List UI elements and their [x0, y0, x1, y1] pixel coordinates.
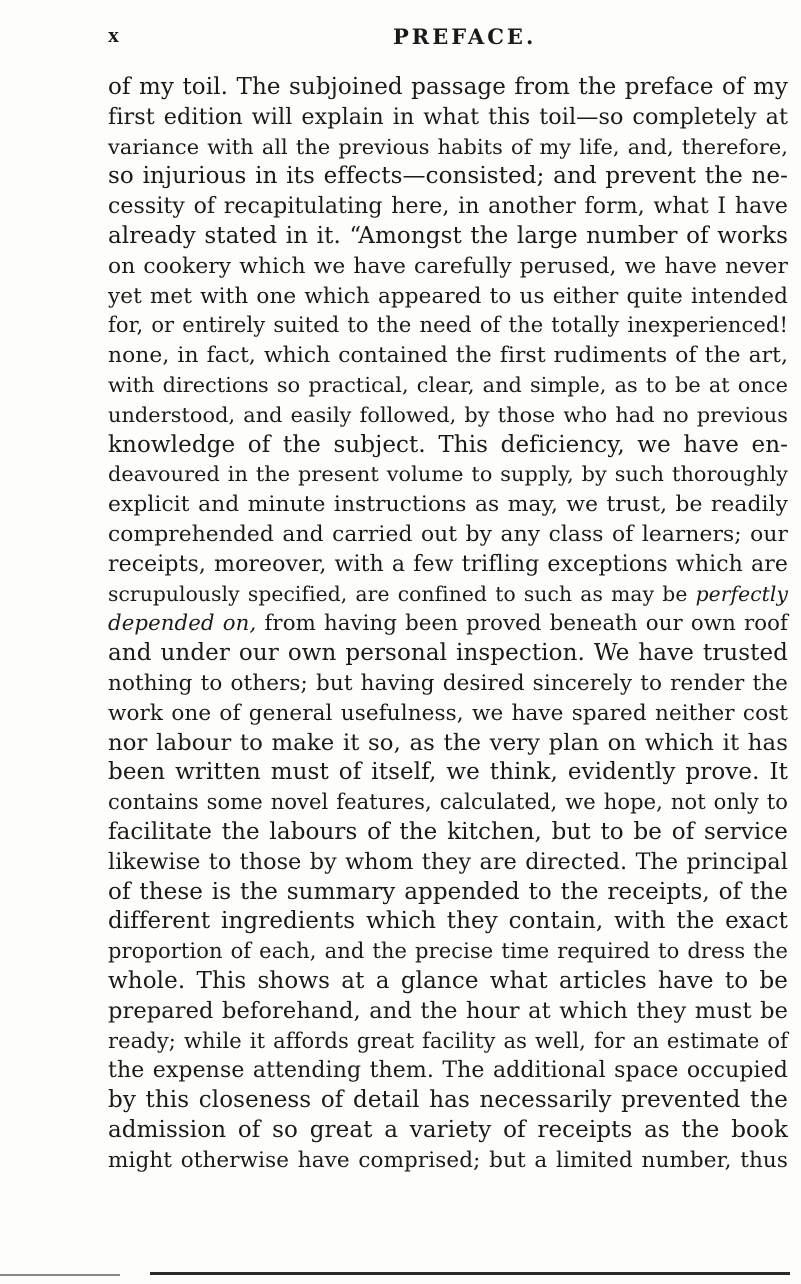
text-line [108, 609, 788, 639]
text-line [108, 1146, 788, 1176]
line-text: different ingredients which they contain, with the exact [108, 908, 788, 935]
line-text: with directions so practical, clear, and simple, as to be at once [108, 372, 788, 397]
line-text: likewise to those by whom they are directed. The principal [108, 848, 788, 875]
text-line [108, 937, 788, 967]
text-line [108, 431, 788, 461]
line-text: facilitate the labours of the kitchen, but to be of service [108, 818, 788, 845]
text-line [108, 520, 788, 550]
text-line [108, 580, 788, 610]
text-line [108, 878, 788, 908]
line-text: by this closeness of detail has necessarily prevented the [108, 1087, 788, 1114]
text-line [108, 997, 788, 1027]
line-text: already stated in it. “Amongst the large number of works [108, 222, 788, 249]
line-text: nor labour to make it so, as the very plan on which it has [108, 729, 788, 756]
line-text: proportion of each, and the precise time required to dress the [108, 939, 788, 964]
text-line [108, 1027, 788, 1057]
text-line [108, 699, 788, 729]
line-text: the expense attending them. The additional space occupied [108, 1058, 788, 1084]
line-text: first edition will explain in what this toil—so completely at [108, 103, 788, 130]
line-text: none, in fact, which contained the first rudiments of the art, [108, 343, 788, 369]
line-text: work one of general usefulness, we have spared neither cost [108, 700, 788, 726]
text-line [108, 907, 788, 937]
text-line [108, 1116, 788, 1146]
line-text: receipts, moreover, with a few trifling exceptions which are [108, 551, 788, 577]
line-text: nothing to others; but having desired sincerely to render the [108, 670, 788, 696]
line-text: yet met with one which appeared to us either quite intended [108, 283, 788, 309]
line-text: been written must of itself, we think, evidently prove. It [108, 759, 788, 786]
text-line [108, 341, 788, 371]
text-line [108, 967, 788, 997]
line-text: on cookery which we have carefully perused, we have never [108, 253, 788, 279]
body-text [108, 73, 788, 1175]
line-text: and under our own personal inspection. We have trusted [108, 640, 788, 667]
line-text: understood, and easily followed, by those who had no previous [108, 402, 788, 427]
running-title: PREFACE. [393, 24, 537, 49]
line-text: so injurious in its effects—consisted; and prevent the ne- [108, 163, 788, 190]
line-text: comprehended and carried out by any class of learners; our [108, 521, 788, 547]
line-text: admission of so great a variety of receipts as the book [108, 1116, 788, 1143]
text-line [108, 133, 788, 163]
text-line [108, 282, 788, 312]
text-line [108, 401, 788, 431]
line-text: explicit and minute instructions as may, we trust, be readily [108, 492, 788, 518]
line-text: scrupulously specified, are confined to such as may be [108, 581, 688, 606]
page-number: x [108, 22, 120, 47]
text-line [108, 1056, 788, 1086]
line-text: of my toil. The subjoined passage from the preface of my [108, 74, 788, 100]
text-line [108, 162, 788, 192]
text-line [108, 371, 788, 401]
text-line [108, 758, 788, 788]
running-head [108, 22, 761, 52]
line-text: for, or entirely suited to the need of the totally inexperienced! [108, 313, 788, 338]
line-text: contains some novel features, calculated, we hope, not only to [108, 790, 788, 815]
bottom-rule [150, 1272, 790, 1275]
text-line [108, 460, 788, 490]
text-line [108, 788, 788, 818]
line-text: ready; while it affords great facility as well, for an estimate of [108, 1028, 788, 1053]
line-text: whole. This shows at a glance what articles have to be [108, 967, 788, 994]
italic-text: perfectly [695, 581, 788, 606]
line-text: prepared beforehand, and the hour at which they must be [108, 997, 788, 1024]
text-line [108, 669, 788, 699]
text-line [108, 103, 788, 133]
line-text: from having been proved beneath our own roof [264, 611, 789, 637]
text-line [108, 73, 788, 103]
line-text: of these is the summary appended to the receipts, of the [108, 878, 788, 905]
text-line [108, 550, 788, 580]
text-line [108, 818, 788, 848]
italic-text: depended on, [108, 611, 257, 637]
text-line [108, 192, 788, 222]
line-text: deavoured in the present volume to supply, by such thoroughly [108, 462, 788, 487]
text-line [108, 222, 788, 252]
line-text: might otherwise have comprised; but a limited number, thus [108, 1147, 788, 1173]
text-line [108, 490, 788, 520]
line-text: variance with all the previous habits of my life, and, therefore, [108, 134, 788, 159]
line-text: knowledge of the subject. This deficiency, we have en- [108, 431, 788, 458]
text-line [108, 639, 788, 669]
page-edge-mark [0, 1274, 120, 1276]
text-line [108, 311, 788, 341]
text-line [108, 848, 788, 878]
text-line [108, 1086, 788, 1116]
text-line [108, 252, 788, 282]
line-text: cessity of recapitulating here, in another form, what I have [108, 194, 788, 220]
text-line [108, 729, 788, 759]
